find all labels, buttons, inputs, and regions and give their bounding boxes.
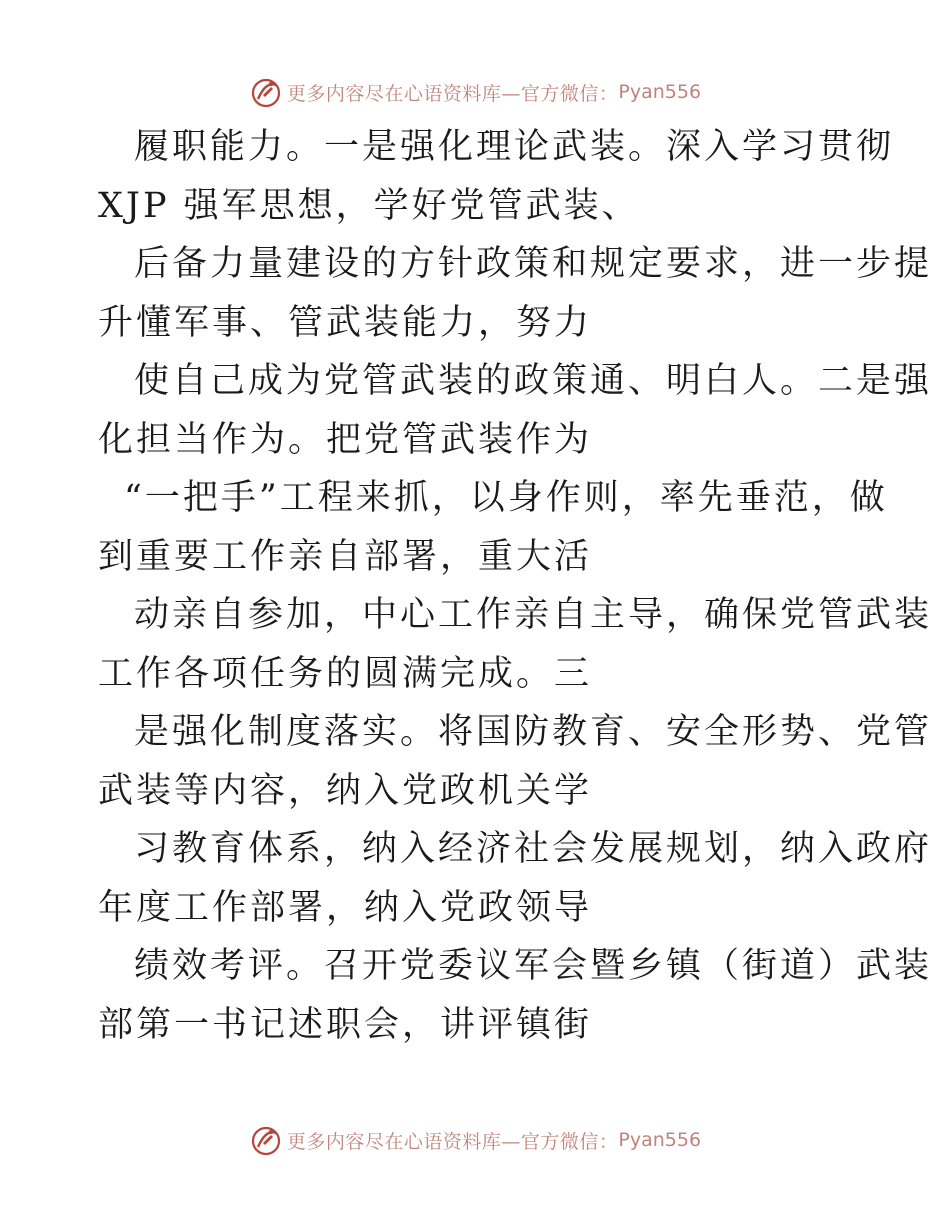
text-line: 化担当作为。把党管武装作为: [98, 419, 593, 460]
header-banner-id: Pyan556: [618, 81, 702, 103]
text-line: “一把手”工程来抓，以身作则，率先垂范，做: [124, 478, 888, 518]
body-text: [98, 118, 933, 1054]
text-line: 升懂军事、管武装能力，努力: [98, 302, 593, 343]
text-line: 工作各项任务的圆满完成。三: [98, 653, 593, 694]
text-line: 履职能力。一是强化理论武装。深入学习贯彻: [134, 127, 895, 167]
footer-banner: [0, 1120, 950, 1160]
footer-banner-id: Pyan556: [618, 1129, 702, 1151]
text-line: 习教育体系，纳入经济社会发展规划，纳入政府: [134, 829, 933, 869]
text-line: 绩效考评。召开党委议军会暨乡镇（街道）武装: [134, 946, 933, 986]
brand-logo-icon: [249, 1123, 283, 1157]
text-line: 使自己成为党管武装的政策通、明白人。二是强: [134, 361, 933, 401]
text-line: XJP 强军思想，学好党管武装、: [98, 185, 640, 226]
header-banner-text: 更多内容尽在心语资料库—官方微信：: [286, 82, 619, 105]
footer-banner-text: 更多内容尽在心语资料库—官方微信：: [286, 1130, 619, 1153]
text-line: 后备力量建设的方针政策和规定要求，进一步提: [134, 244, 933, 284]
text-line: 部第一书记述职会，讲评镇街: [98, 1004, 593, 1045]
text-line: 到重要工作亲自部署，重大活: [98, 536, 593, 577]
text-line: 武装等内容，纳入党政机关学: [98, 770, 593, 811]
text-line: 动亲自参加，中心工作亲自主导，确保党管武装: [134, 595, 933, 635]
brand-logo-icon: [249, 75, 283, 109]
text-line: 年度工作部署，纳入党政领导: [98, 887, 593, 928]
text-line: 是强化制度落实。将国防教育、安全形势、党管: [134, 712, 933, 752]
header-banner: [0, 72, 950, 112]
